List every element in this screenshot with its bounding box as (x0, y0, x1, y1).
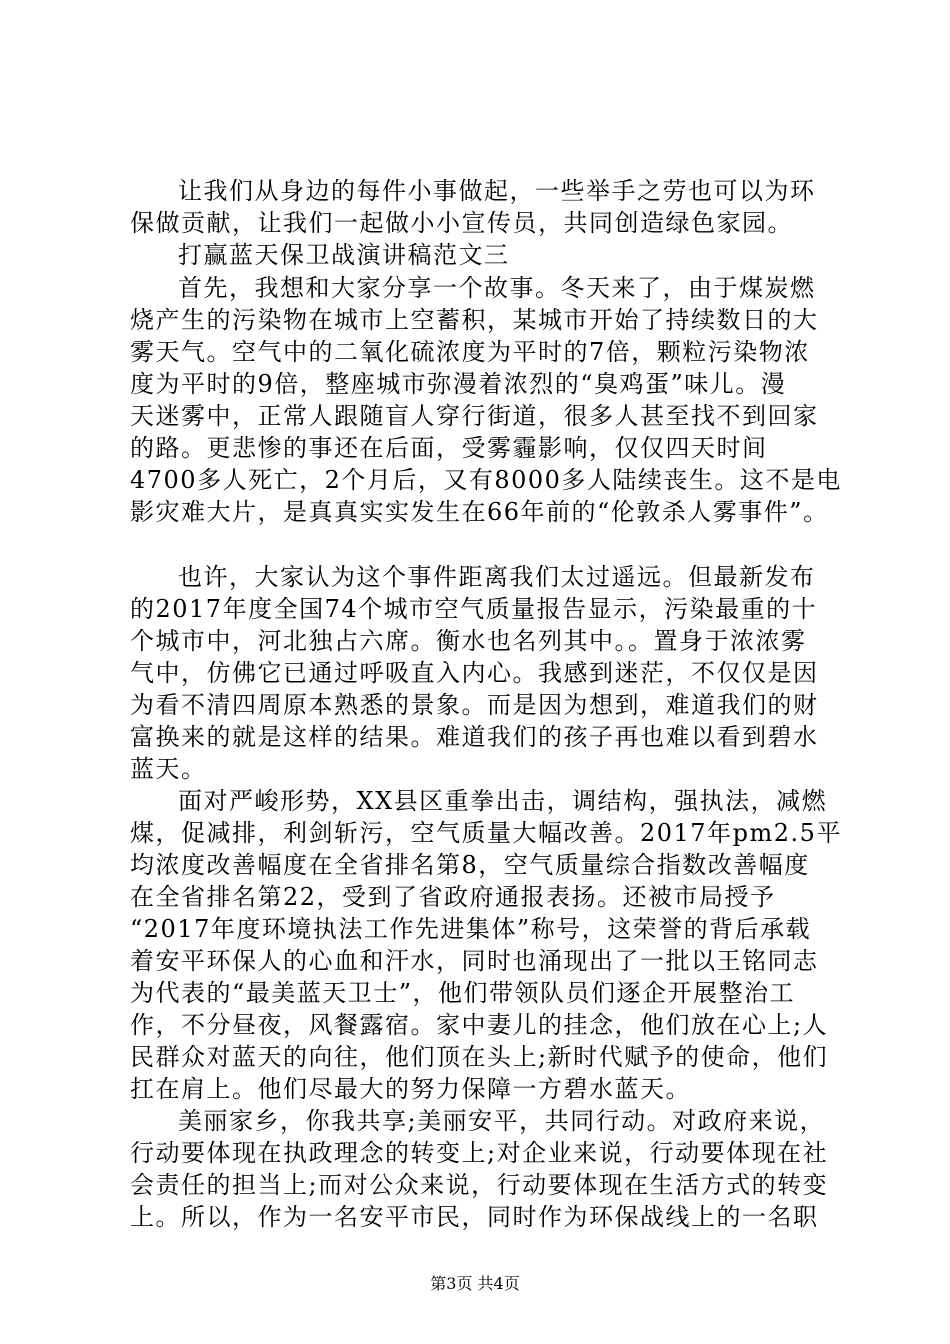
text-line: 上。所以，作为一名安平市民，同时作为环保战线上的一名职 (130, 1203, 819, 1231)
section-heading: 打赢蓝天保卫战演讲稿范文三 (178, 241, 510, 269)
text-line: 个城市中，河北独占六席。衡水也名列其中。。置身于浓浓雾 (130, 627, 807, 655)
text-line: 煤，促减排，利剑斩污，空气质量大幅改善。2017年pm2.5平 (130, 819, 842, 847)
text-line: 会责任的担当上;而对公众来说，行动要体现在生活方式的转变 (130, 1171, 829, 1199)
text-line: 影灾难大片，是真真实实发生在66年前的“伦敦杀人雾事件”。 (130, 498, 829, 526)
text-line: 蓝天。 (130, 755, 207, 783)
text-line: 行动要体现在执政理念的转变上;对企业来说，行动要体现在社 (130, 1139, 829, 1167)
text-line: 4700多人死亡，2个月后，又有8000多人陆续丧生。这不是电 (130, 466, 842, 494)
text-line: 的路。更悲惨的事还在后面，受雾霾影响，仅仅四天时间 (130, 434, 768, 462)
text-line: 作，不分昼夜，风餐露宿。家中妻儿的挂念，他们放在心上;人 (130, 1011, 829, 1039)
text-line: 均浓度改善幅度在全省排名第8，空气质量综合指数改善幅度 (130, 851, 810, 879)
text-line: 在全省排名第22，受到了省政府通报表扬。还被市局授予 (130, 883, 776, 911)
text-line: 保做贡献，让我们一起做小小宣传员，共同创造绿色家园。 (130, 209, 793, 237)
text-line: 气中，仿佛它已通过呼吸直入内心。我感到迷茫，不仅仅是因 (130, 659, 819, 687)
text-line: 让我们从身边的每件小事做起，一些举手之劳也可以为环 (178, 177, 816, 205)
text-line: 着安平环保人的心血和汗水，同时也涌现出了一批以王铭同志 (130, 947, 819, 975)
text-line: 民群众对蓝天的向往，他们顶在头上;新时代赋予的使命，他们 (130, 1043, 829, 1071)
text-line: 为看不清四周原本熟悉的景象。而是因为想到，难道我们的财 (130, 691, 819, 719)
text-line: 烧产生的污染物在城市上空蓄积，某城市开始了持续数日的大 (130, 306, 819, 334)
text-line: 度为平时的9倍，整座城市弥漫着浓烈的“臭鸡蛋”味儿。漫 (130, 370, 787, 398)
text-line: 富换来的就是这样的结果。难道我们的孩子再也难以看到碧水 (130, 723, 819, 751)
text-line: 扛在肩上。他们尽最大的努力保障一方碧水蓝天。 (130, 1075, 691, 1103)
text-line: “2017年度环境执法工作先进集体”称号，这荣誉的背后承载 (130, 915, 812, 943)
text-line: 的2017年度全国74个城市空气质量报告显示，污染最重的十 (130, 595, 818, 623)
text-line: 雾天气。空气中的二氧化硫浓度为平时的7倍，颗粒污染物浓 (130, 338, 810, 366)
text-line: 首先，我想和大家分享一个故事。冬天来了，由于煤炭燃 (178, 274, 816, 302)
text-line: 美丽家乡，你我共享;美丽安平，共同行动。对政府来说， (178, 1107, 826, 1135)
page-number-footer: 第3页 共4页 (430, 1274, 520, 1293)
text-line: 也许，大家认为这个事件距离我们太过遥远。但最新发布 (178, 563, 816, 591)
text-line: 为代表的“最美蓝天卫士”，他们带领队员们逐企开展整治工 (130, 979, 796, 1007)
text-line: 天迷雾中，正常人跟随盲人穿行街道，很多人甚至找不到回家 (130, 402, 819, 430)
text-line: 面对严峻形势，XX县区重拳出击，调结构，强执法，减燃 (178, 787, 828, 815)
